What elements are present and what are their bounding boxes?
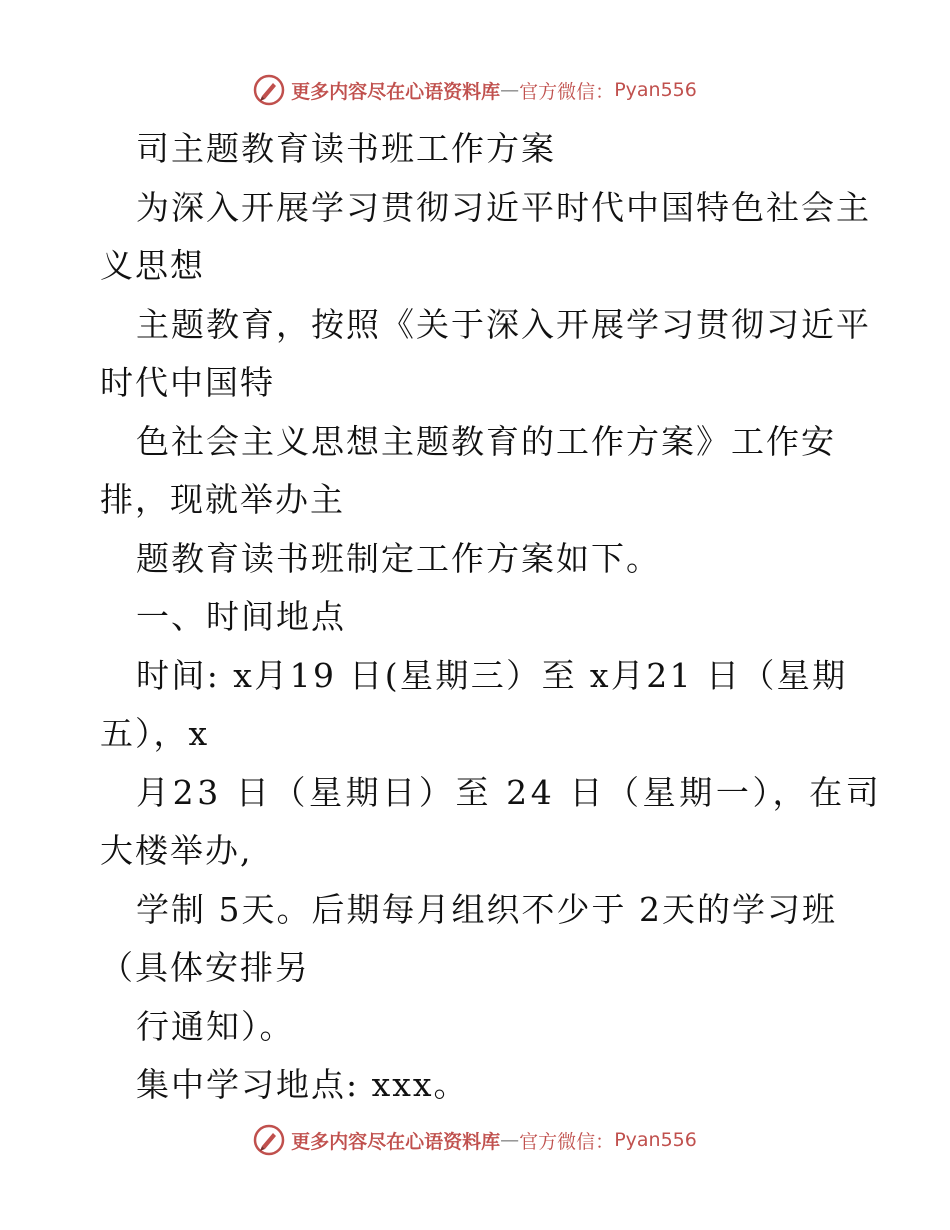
- section-heading: 一、时间地点: [136, 597, 346, 636]
- pen-logo-icon: [253, 1124, 285, 1156]
- document-body: [100, 120, 883, 1115]
- watermark-label: 官方微信：: [519, 80, 615, 103]
- watermark-footer: [0, 1120, 950, 1160]
- watermark-wechat-id: Pyan556: [614, 79, 697, 101]
- paragraph-line: 时代中国特: [100, 363, 275, 402]
- document-title: 司主题教育读书班工作方案: [136, 129, 556, 168]
- watermark-wechat-id: Pyan556: [614, 1129, 697, 1151]
- paragraph-line: 题教育读书班制定工作方案如下。: [136, 538, 661, 578]
- paragraph-line: 主题教育，按照《关于深入开展学习贯彻习近平: [136, 304, 871, 344]
- paragraph-line: 排，现就举办主: [100, 480, 345, 519]
- watermark-site-text: 更多内容尽在心语资料库: [291, 80, 501, 103]
- watermark-site-text: 更多内容尽在心语资料库: [291, 1130, 501, 1153]
- paragraph-line: 学制 5天。后期每月组织不少于 2天的学习班: [136, 889, 837, 929]
- paragraph-line: （具体安排另: [100, 948, 310, 987]
- watermark-header: [0, 70, 950, 110]
- paragraph-line: 大楼举办,: [100, 831, 253, 870]
- paragraph-line: 为深入开展学习贯彻习近平时代中国特色社会主: [136, 187, 871, 227]
- paragraph-line: 月23 日（星期日）至 24 日（星期一），在司: [136, 772, 883, 812]
- watermark-dash: —: [500, 79, 520, 101]
- paragraph-line: 义思想: [100, 246, 205, 285]
- paragraph-line: 集中学习地点: xxx。: [136, 1065, 469, 1104]
- paragraph-line: 五），x: [100, 714, 210, 753]
- watermark-dash: —: [500, 1129, 520, 1151]
- paragraph-line: 行通知）。: [136, 1006, 295, 1046]
- paragraph-line: 时间: x月19 日(星期三）至 x月21 日（星期: [136, 655, 848, 695]
- pen-logo-icon: [253, 74, 285, 106]
- watermark-label: 官方微信：: [519, 1130, 615, 1153]
- paragraph-line: 色社会主义思想主题教育的工作方案》工作安: [136, 421, 836, 461]
